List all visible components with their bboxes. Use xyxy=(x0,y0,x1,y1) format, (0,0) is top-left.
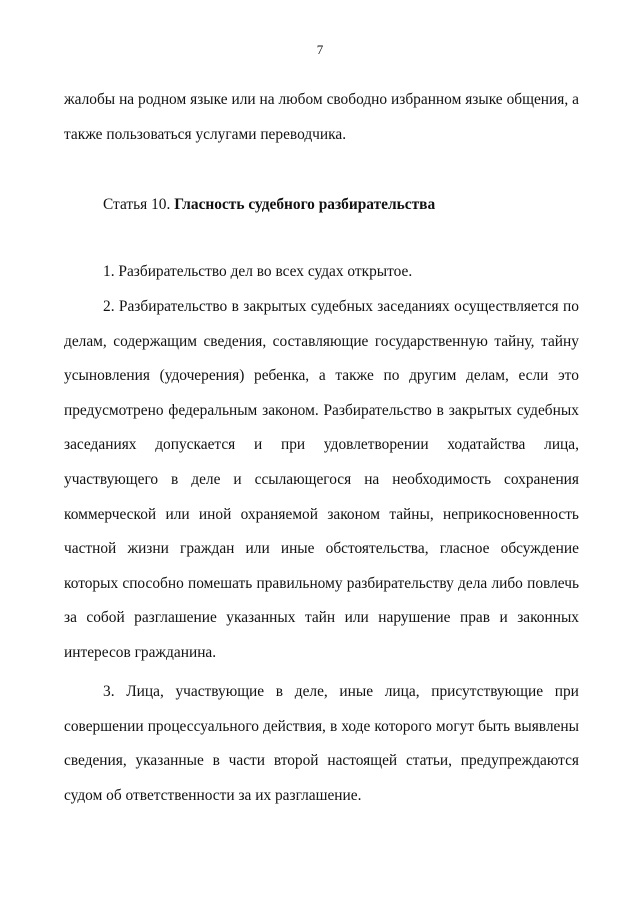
word: а xyxy=(572,91,579,108)
word: дела xyxy=(458,574,488,592)
text-line xyxy=(64,601,579,636)
word: ребенка, xyxy=(254,367,310,385)
word: тайну, xyxy=(494,332,535,350)
word: указанных xyxy=(226,609,296,627)
word: присутствующие xyxy=(431,683,544,700)
word: или xyxy=(344,609,369,627)
word: или xyxy=(165,505,190,523)
word: закрытых xyxy=(448,401,512,419)
word: общения, xyxy=(506,91,569,108)
word: свободно xyxy=(326,91,388,108)
word: в xyxy=(212,752,220,770)
word: неприкосновенность xyxy=(443,505,579,523)
paragraph-2 xyxy=(64,290,579,671)
article-heading xyxy=(103,188,435,222)
word: федеральным xyxy=(168,401,258,419)
word: жизни xyxy=(127,540,169,558)
word: тайну xyxy=(541,332,579,350)
word: при xyxy=(281,436,306,454)
word: законных xyxy=(517,609,579,627)
word: коммерческой xyxy=(64,505,157,523)
word: статьи, xyxy=(405,752,452,770)
word: ходе xyxy=(341,717,371,735)
text-line xyxy=(64,567,579,602)
word: языке xyxy=(465,91,503,108)
word: гласное xyxy=(439,540,490,558)
word: при xyxy=(554,683,579,700)
text-line: 1. Разбирательство дел во всех судах открытое. xyxy=(103,263,413,280)
word: другим xyxy=(409,367,457,385)
word: избранном xyxy=(391,91,462,108)
word: помешать xyxy=(188,574,253,592)
article-number: Статья 10. xyxy=(103,196,171,213)
word: сведения, xyxy=(203,332,267,350)
word: в xyxy=(171,470,179,488)
word: удовлетворении xyxy=(323,436,429,454)
line-text xyxy=(64,83,579,118)
word: 3. xyxy=(103,683,115,700)
word: и xyxy=(254,436,263,454)
word: и xyxy=(499,609,508,627)
word: которых xyxy=(64,574,119,592)
word: лица, xyxy=(384,683,420,700)
text-line: интересов гражданина. xyxy=(64,643,217,661)
text-line xyxy=(64,325,579,360)
word: настоящей xyxy=(327,752,398,770)
word: в xyxy=(231,298,239,315)
word: за xyxy=(64,609,77,627)
word: иные xyxy=(339,683,374,700)
page-number: 7 xyxy=(316,42,324,57)
word: допускается xyxy=(155,436,236,454)
word: также xyxy=(335,367,374,385)
word: в xyxy=(275,683,284,700)
word: Разбирательство xyxy=(323,401,432,419)
word: прав xyxy=(459,609,490,627)
text-line xyxy=(64,463,579,498)
word: обстоятельства, xyxy=(325,540,429,558)
text-line xyxy=(64,428,579,463)
word: иные xyxy=(280,540,315,558)
word: деле xyxy=(191,470,221,488)
word: усыновления xyxy=(64,367,150,385)
word: составляющие xyxy=(272,332,369,350)
word: (удочерения) xyxy=(159,367,245,385)
word: ходатайства xyxy=(447,436,526,454)
text-line xyxy=(64,83,579,118)
word: закрытых xyxy=(243,298,307,315)
word: Лица, xyxy=(126,683,164,700)
word: иной xyxy=(198,505,232,523)
word: сохранения xyxy=(504,470,579,488)
word: участвующего xyxy=(64,470,159,488)
word: которого xyxy=(374,717,432,735)
text-line xyxy=(64,710,579,745)
word: указанные xyxy=(135,752,204,770)
word: частной xyxy=(64,540,117,558)
word: жалобы xyxy=(64,91,116,108)
word: лица, xyxy=(544,436,579,454)
word: делам, xyxy=(466,367,509,385)
text-line xyxy=(64,532,579,567)
word: процессуального xyxy=(147,717,259,735)
paragraph-3 xyxy=(64,675,579,813)
word: государственную xyxy=(374,332,488,350)
word: предусмотрено xyxy=(64,401,164,419)
word: охраняемой xyxy=(240,505,318,523)
word: нарушение xyxy=(378,609,451,627)
word: в xyxy=(436,401,444,419)
word: делам, xyxy=(64,332,107,350)
word: второй xyxy=(273,752,319,770)
word: обсуждение xyxy=(500,540,579,558)
word: тайн xyxy=(304,609,336,627)
word: языке xyxy=(190,91,228,108)
word: судебных xyxy=(516,401,579,419)
paragraph-1 xyxy=(64,255,579,290)
word: на xyxy=(259,91,275,108)
word: 2. xyxy=(103,298,115,315)
word: или xyxy=(231,91,256,108)
article-title: Гласность судебного разбирательства xyxy=(174,196,436,213)
word: совершении xyxy=(64,717,144,735)
word: законом. xyxy=(262,401,319,419)
word: быть xyxy=(478,717,511,735)
text-line xyxy=(64,675,579,710)
text-line xyxy=(64,394,579,429)
word: действия, xyxy=(263,717,326,735)
word: или xyxy=(245,540,270,558)
word: любом xyxy=(278,91,323,108)
word: предупреждаются xyxy=(460,752,579,770)
word: судебных xyxy=(310,298,373,315)
word: заседаниях xyxy=(377,298,450,315)
word: и xyxy=(233,470,242,488)
intro-paragraph xyxy=(64,83,579,152)
word: сведения, xyxy=(64,752,127,770)
text-line xyxy=(64,359,579,394)
word: содержащим xyxy=(113,332,197,350)
text-line xyxy=(64,498,579,533)
word: способно xyxy=(122,574,184,592)
word: правильному xyxy=(256,574,343,592)
word: могут xyxy=(435,717,475,735)
text-line xyxy=(64,744,579,779)
word: заседаниях xyxy=(64,436,137,454)
word: если xyxy=(518,367,549,385)
word: по xyxy=(562,298,579,315)
word: осуществляется xyxy=(454,298,559,315)
word: части xyxy=(228,752,266,770)
word: либо xyxy=(491,574,523,592)
word: родном xyxy=(138,91,187,108)
word: необходимость xyxy=(392,470,492,488)
word: собой xyxy=(86,609,125,627)
text-line: судом об ответственности за их разглашение. xyxy=(64,786,362,804)
word: это xyxy=(558,367,579,385)
word: деле, xyxy=(294,683,328,700)
text-line xyxy=(64,290,579,325)
word: на xyxy=(364,470,380,488)
word: участвующие xyxy=(175,683,265,700)
word: законом xyxy=(327,505,380,523)
word: разглашение xyxy=(134,609,217,627)
word: тайны, xyxy=(389,505,434,523)
word: повлечь xyxy=(527,574,579,592)
word: разбирательству xyxy=(346,574,454,592)
word: в xyxy=(329,717,338,735)
text-line: также пользоваться услугами переводчика. xyxy=(64,125,347,143)
word: на xyxy=(119,91,135,108)
word: выявлены xyxy=(514,717,579,735)
word: ссылающегося xyxy=(254,470,352,488)
word: граждан xyxy=(180,540,235,558)
word: Разбирательство xyxy=(118,298,228,315)
word: по xyxy=(383,367,400,385)
word: а xyxy=(318,367,326,385)
